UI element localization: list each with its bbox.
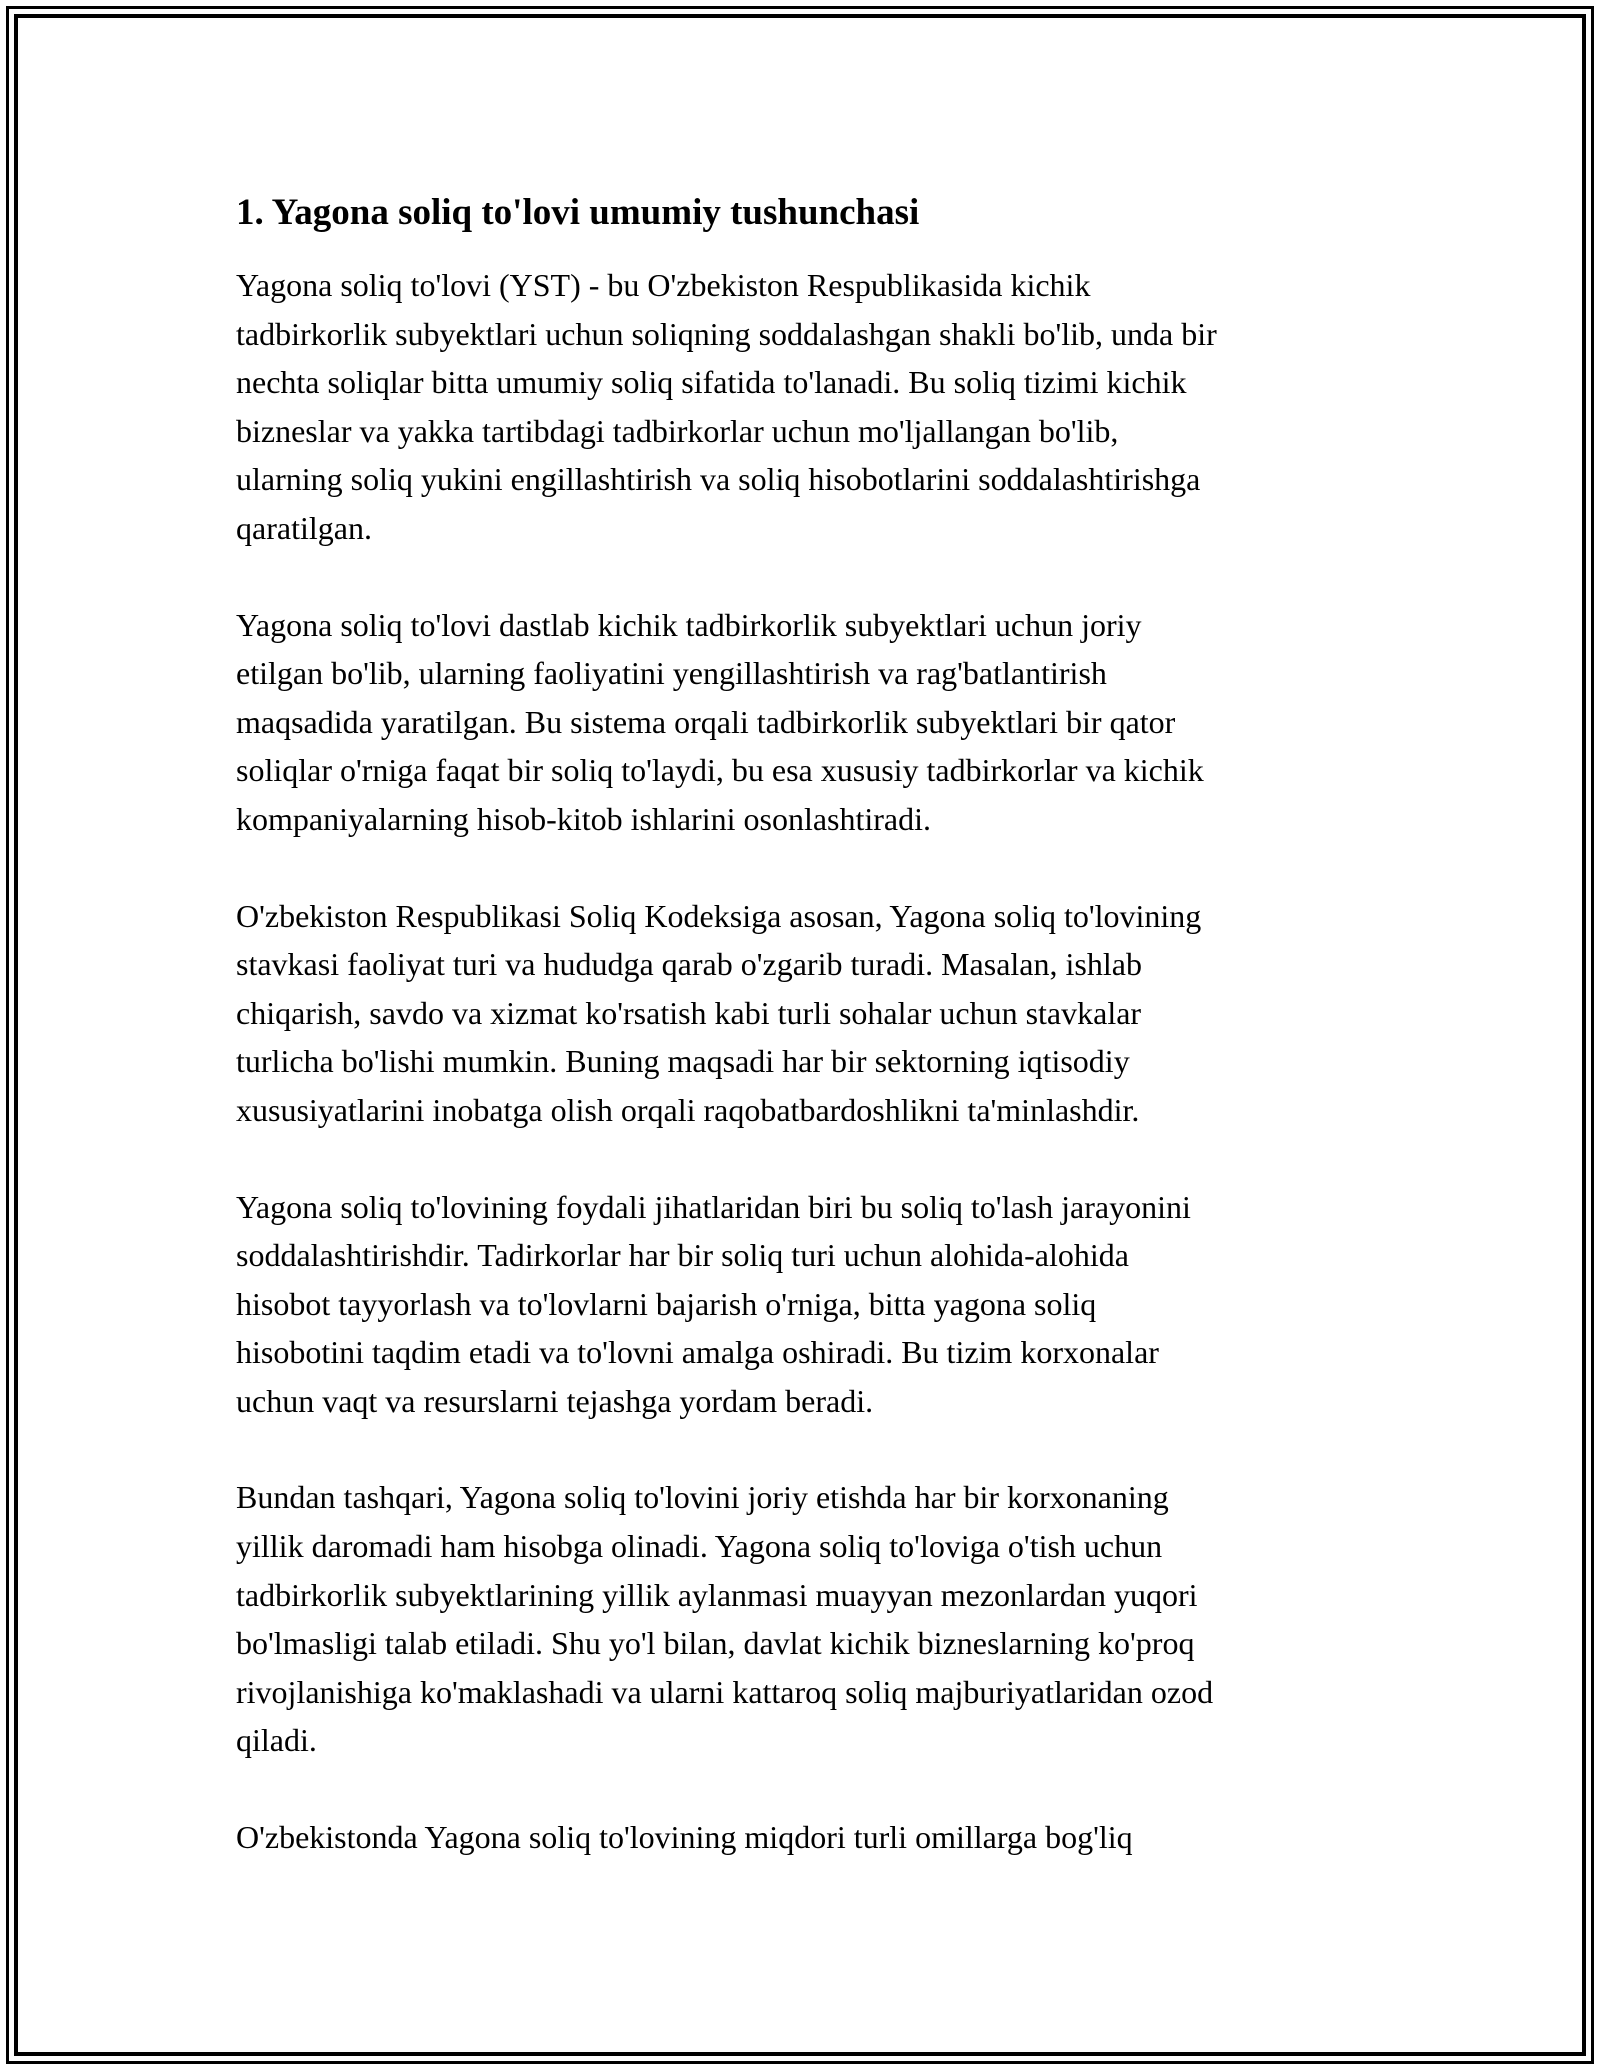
document-body xyxy=(236,185,1366,1910)
paragraph-4: Yagona soliq to'lovining foydali jihatlaridan biri bu soliq to'lash jarayonini soddalashtirishdir. Tadirkorlar har bir soliq turi uchun alohida-alohida hisobot tayyorlash va to'lovlarni bajarish o'rniga, bitta yagona soliq hisobotini taqdim etadi va to'lovni amalga oshiradi. Bu tizim korxonalar uchun vaqt va resurslarni tejashga yordam beradi. xyxy=(236,1188,1191,1419)
paragraph-3: O'zbekiston Respublikasi Soliq Kodeksiga asosan, Yagona soliq to'lovining stavkasi faoliyat turi va hududga qarab o'zgarib turadi. Masalan, ishlab chiqarish, savdo va xizmat ko'rsatish kabi turli sohalar uchun stavkalar turlicha bo'lishi mumkin. Buning maqsadi har bir sektorning iqtisodiy xususiyatlarini inobatga olish orqali raqobatbardoshlikni ta'minlashdir. xyxy=(236,897,1202,1128)
paragraph-2: Yagona soliq to'lovi dastlab kichik tadbirkorlik subyektlari uchun joriy etilgan bo'lib, ularning faoliyatini yengillashtirish va rag'batlantirish maqsadida yaratilgan. Bu sistema orqali tadbirkorlik subyektlari bir qator soliqlar o'rniga faqat bir soliq to'laydi, bu esa xususiy tadbirkorlar va kichik kompaniyalarning hisob-kitob ishlarini osonlashtiradi. xyxy=(236,606,1204,837)
paragraph-6: O'zbekistonda Yagona soliq to'lovining miqdori turli omillarga bog'liq xyxy=(236,1819,1133,1856)
section-heading: 1. Yagona soliq to'lovi umumiy tushunchasi xyxy=(236,192,920,233)
paragraph-1: Yagona soliq to'lovi (YST) - bu O'zbekiston Respublikasida kichik tadbirkorlik subyektlari uchun soliqning soddalashgan shakli bo'lib, unda bir nechta soliqlar bitta umumiy soliq sifatida to'lanadi. Bu soliq tizimi kichik bizneslar va yakka tartibdagi tadbirkorlar uchun mo'ljallangan bo'lib, ularning soliq yukini engillashtirish va soliq hisobotlarini soddalashtirishga qaratilgan. xyxy=(236,267,1217,546)
paragraph-5: Bundan tashqari, Yagona soliq to'lovini joriy etishda har bir korxonaning yillik daromadi ham hisobga olinadi. Yagona soliq to'loviga o'tish uchun tadbirkorlik subyektlarining yillik aylanmasi muayyan mezonlardan yuqori bo'lmasligi talab etiladi. Shu yo'l bilan, davlat kichik bizneslarning ko'proq rivojlanishiga ko'maklashadi va ularni kattaroq soliq majburiyatlaridan ozod qiladi. xyxy=(236,1479,1214,1759)
